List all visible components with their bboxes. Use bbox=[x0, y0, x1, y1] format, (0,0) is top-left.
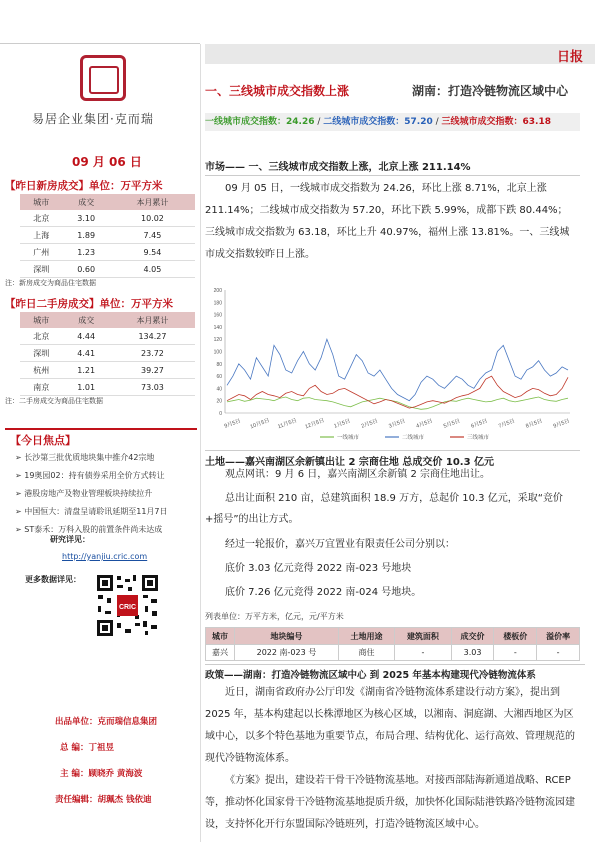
cell: 4.44 bbox=[63, 328, 110, 345]
cell: - bbox=[537, 645, 580, 661]
col-header: 城市 bbox=[206, 628, 235, 645]
column-divider bbox=[200, 44, 201, 842]
qr-label: CRIC bbox=[118, 604, 137, 611]
new-house-title: 【昨日新房成交】单位：万平方米 bbox=[5, 180, 163, 192]
col-header: 城市 bbox=[20, 312, 63, 328]
cell: 73.03 bbox=[110, 379, 195, 396]
x-tick-label: 12月5日 bbox=[304, 417, 326, 431]
cell: 杭州 bbox=[20, 362, 63, 379]
x-tick-label: 11月5日 bbox=[277, 417, 298, 431]
qr-code-icon[interactable] bbox=[95, 573, 160, 638]
y-tick-label: 20 bbox=[216, 398, 222, 405]
chief-editor: 总 编：丁祖昱 bbox=[60, 743, 114, 753]
cell: 北京 bbox=[20, 210, 63, 227]
y-tick-label: 80 bbox=[216, 361, 222, 368]
x-tick-label: 5月5日 bbox=[442, 418, 462, 430]
col-header: 城市 bbox=[20, 194, 63, 210]
x-tick-label: 1月5日 bbox=[333, 418, 352, 430]
col-header: 成交价 bbox=[451, 628, 494, 645]
focus-item: ➢ 港股房地产及物业管理板块持续拉升 bbox=[15, 488, 152, 499]
col-header: 建筑面积 bbox=[395, 628, 451, 645]
land-title: 土地——嘉兴南湖区余新镇出让 2 宗商住地 总成交价 10.3 亿元 bbox=[205, 450, 580, 468]
y-tick-label: 60 bbox=[216, 374, 222, 381]
focus-item: ➢ 中国恒大：清盘呈请聆讯延期至11月7日 bbox=[15, 506, 168, 517]
editors: 主 编：顾晓乔 黄海波 bbox=[60, 769, 143, 779]
cell: 嘉兴 bbox=[206, 645, 235, 661]
cell: 4.41 bbox=[63, 345, 110, 362]
table-row bbox=[20, 210, 195, 227]
index-line-chart bbox=[205, 285, 580, 445]
market-paragraph: 09 月 05 日，一线城市成交指数为 24.26，环比上涨 8.71%，北京上涨 211.14%；二线城市成交指数为 57.20，环比下跌 5.99%，成都下跌 80.44%；三线城市成交指数为 63.18，环比上升 40.97%，福州上涨 13.81%。一、三线城市成交指数较昨日上涨。 bbox=[205, 183, 570, 260]
x-tick-label: 3月5日 bbox=[388, 418, 407, 430]
cell: 南京 bbox=[20, 379, 63, 396]
col-header: 本月累计 bbox=[110, 312, 195, 328]
header-band bbox=[205, 44, 595, 64]
separator: / bbox=[435, 117, 439, 127]
land-paragraph-3: 经过一轮报价，嘉兴万宜置业有限责任公司分别以： bbox=[225, 539, 455, 550]
second-house-note: 注：二手房成交为商品住宅数据 bbox=[5, 397, 103, 405]
research-label: 研究详见： bbox=[50, 535, 90, 544]
brand-name: 易居企业集团·克而瑞 bbox=[32, 112, 154, 126]
separator: / bbox=[317, 117, 321, 127]
cell: - bbox=[395, 645, 451, 661]
col-header: 成交 bbox=[63, 312, 110, 328]
cell: 深圳 bbox=[20, 261, 63, 278]
first-tier-index: 一线城市成交指数：24.26 bbox=[205, 117, 315, 127]
report-date: 09 月 06 日 bbox=[72, 155, 142, 169]
y-tick-label: 100 bbox=[213, 349, 222, 356]
third-tier-index: 三线城市成交指数：63.18 bbox=[441, 117, 551, 127]
x-tick-label: 9月5日 bbox=[223, 418, 242, 430]
second-house-title: 【昨日二手房成交】单位：万平方米 bbox=[5, 298, 173, 310]
cell: 1.21 bbox=[63, 362, 110, 379]
brand-logo-icon bbox=[80, 55, 126, 101]
cell: 深圳 bbox=[20, 345, 63, 362]
research-link[interactable]: http://yanjiu.cric.com bbox=[62, 552, 148, 561]
table-row bbox=[20, 244, 195, 261]
second-tier-index: 二线城市成交指数：57.20 bbox=[323, 117, 433, 127]
focus-item: ➢ 长沙第三批优质地块集中推介42宗地 bbox=[15, 452, 154, 463]
cell: 9.54 bbox=[110, 244, 195, 261]
policy-title: 政策——湖南：打造冷链物流区域中心 到 2025 年基本构建现代冷链物流体系 bbox=[205, 664, 585, 681]
market-title: 市场—— 一、三线城市成交指数上涨，北京上涨 211.14% bbox=[205, 158, 580, 176]
table-row bbox=[20, 345, 195, 362]
x-tick-label: 4月5日 bbox=[415, 418, 434, 430]
y-tick-label: 160 bbox=[213, 312, 222, 319]
col-header: 地块编号 bbox=[235, 628, 339, 645]
col-header: 成交 bbox=[63, 194, 110, 210]
land-paragraph-4: 底价 3.03 亿元竞得 2022 南-023 号地块 bbox=[225, 563, 412, 574]
cell: 1.89 bbox=[63, 227, 110, 244]
land-paragraph-1: 观点网讯：9 月 6 日，嘉兴南湖区余新镇 2 宗商住地出让。 bbox=[225, 469, 490, 480]
legend-label: 一线城市 bbox=[337, 435, 360, 441]
table-unit: 列表单位：万平方米，亿元，元/平方米 bbox=[205, 612, 344, 621]
y-tick-label: 140 bbox=[213, 324, 222, 331]
y-tick-label: 0 bbox=[219, 411, 222, 417]
cell: 39.27 bbox=[110, 362, 195, 379]
cell: 北京 bbox=[20, 328, 63, 345]
top-rule bbox=[0, 43, 200, 44]
cell: 4.05 bbox=[110, 261, 195, 278]
series-line-3 bbox=[227, 376, 568, 408]
cell: - bbox=[494, 645, 537, 661]
cell: 7.45 bbox=[110, 227, 195, 244]
more-data-label: 更多数据详见： bbox=[25, 575, 81, 584]
table-row bbox=[206, 645, 580, 661]
focus-item: ➢ ST泰禾：万科入股的前置条件尚未达成 bbox=[15, 524, 162, 535]
x-tick-label: 7月5日 bbox=[497, 418, 516, 430]
cell: 广州 bbox=[20, 244, 63, 261]
new-house-note: 注：新房成交为商品住宅数据 bbox=[5, 279, 96, 287]
table-row bbox=[20, 261, 195, 278]
col-header: 溢价率 bbox=[537, 628, 580, 645]
y-tick-label: 120 bbox=[213, 337, 222, 344]
cell: 10.02 bbox=[110, 210, 195, 227]
x-tick-label: 10月5日 bbox=[249, 417, 271, 431]
cell: 1.01 bbox=[63, 379, 110, 396]
cell: 134.27 bbox=[110, 328, 195, 345]
cell: 2022 南-023 号 bbox=[235, 645, 339, 661]
table-row bbox=[20, 227, 195, 244]
cell: 上海 bbox=[20, 227, 63, 244]
cell: 23.72 bbox=[110, 345, 195, 362]
col-header: 楼板价 bbox=[494, 628, 537, 645]
daily-tag: 日报 bbox=[556, 50, 583, 65]
land-paragraph-2: 总出让面积 210 亩，总建筑面积 18.9 万方，总起价 10.3 亿元，采取“竞价+摇号”的出让方式。 bbox=[205, 493, 563, 525]
headline-right: 湖南：打造冷链物流区域中心 bbox=[412, 84, 569, 98]
focus-item: ➢ 19奥园02：持有债券采用全价方式转让 bbox=[15, 470, 165, 481]
new-house-table bbox=[20, 194, 195, 278]
policy-paragraph-1: 近日，湖南省政府办公厅印发《湖南省冷链物流体系建设行动方案》，提出到 2025 年，基本构建起以长株潭地区为核心区域，以湘南、洞庭湖、大湘西地区为区域中心，以多个特色基地为重要节点，布局合理、结构优化、运行高效、管理规范的现代冷链物流体系。 bbox=[205, 687, 575, 764]
publisher: 出品单位：克而瑞信息集团 bbox=[55, 717, 158, 727]
cell: 0.60 bbox=[63, 261, 110, 278]
col-header: 本月累计 bbox=[110, 194, 195, 210]
cell: 3.10 bbox=[63, 210, 110, 227]
series-line-2 bbox=[227, 339, 568, 401]
legend-label: 二线城市 bbox=[402, 435, 425, 441]
cell: 1.23 bbox=[63, 244, 110, 261]
land-paragraph-5: 底价 7.26 亿元竞得 2022 南-024 号地块。 bbox=[225, 587, 422, 598]
y-tick-label: 40 bbox=[216, 386, 222, 393]
index-bar bbox=[205, 113, 580, 131]
land-table bbox=[205, 627, 580, 661]
x-tick-label: 9月5日 bbox=[552, 418, 571, 430]
table-row bbox=[20, 328, 195, 345]
y-tick-label: 200 bbox=[213, 288, 222, 294]
x-tick-label: 6月5日 bbox=[470, 418, 489, 430]
focus-title: 【今日焦点】 bbox=[10, 434, 76, 447]
x-tick-label: 8月5日 bbox=[525, 418, 544, 430]
x-tick-label: 2月5日 bbox=[360, 418, 379, 430]
cell: 3.03 bbox=[451, 645, 494, 661]
cell: 商住 bbox=[338, 645, 394, 661]
table-row bbox=[20, 379, 195, 396]
legend-label: 三线城市 bbox=[467, 435, 490, 441]
col-header: 土地用途 bbox=[338, 628, 394, 645]
table-row bbox=[20, 362, 195, 379]
y-tick-label: 180 bbox=[213, 300, 222, 307]
section-heading: 一、三线城市成交指数上涨 bbox=[205, 84, 350, 98]
policy-paragraph-2: 《方案》提出，建设若干骨干冷链物流基地。对接西部陆海新通道战略、RCEP 等，推动怀化国家骨干冷链物流基地提质升级，加快怀化国际陆港铁路冷链物流园建设，支持怀化开行东盟国际冷链班列，打造冷链物流区域中心。 bbox=[205, 775, 575, 830]
second-house-table bbox=[20, 312, 195, 396]
responsible-editors: 责任编辑：胡珮杰 钱依迪 bbox=[55, 795, 152, 805]
